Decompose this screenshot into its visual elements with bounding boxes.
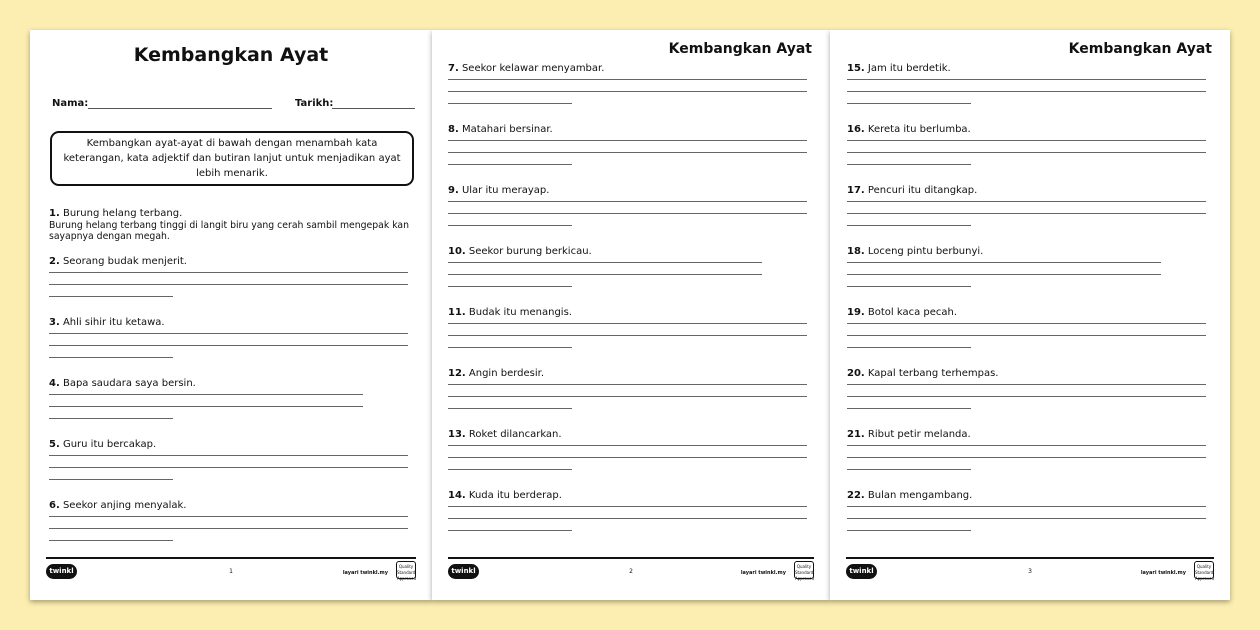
question-text: Botol kaca pecah. xyxy=(867,307,958,318)
twinkl-logo: twinkl xyxy=(448,564,479,579)
question-number: 5. xyxy=(49,439,60,450)
answer-line[interactable] xyxy=(448,286,572,287)
question-number: 4. xyxy=(49,378,60,389)
answer-line[interactable] xyxy=(448,201,807,202)
question-number: 8. xyxy=(448,124,459,135)
question-number: 19. xyxy=(847,307,865,318)
question-item xyxy=(49,439,156,450)
nama-field[interactable] xyxy=(88,108,272,109)
answer-line[interactable] xyxy=(847,213,1206,214)
question-number: 18. xyxy=(847,246,865,257)
answer-line[interactable] xyxy=(847,445,1206,446)
answer-line[interactable] xyxy=(847,408,971,409)
answer-line[interactable] xyxy=(448,335,807,336)
page-footer xyxy=(448,557,814,579)
question-item xyxy=(847,429,971,440)
question-text: Guru itu bercakap. xyxy=(62,439,157,450)
tarikh-label: Tarikh: xyxy=(295,98,334,109)
question-number: 21. xyxy=(847,429,865,440)
quality-badge-icon: Quality Standard Approved xyxy=(1194,561,1214,579)
twinkl-logo: twinkl xyxy=(46,564,77,579)
question-item xyxy=(847,185,977,196)
answer-line[interactable] xyxy=(49,467,408,468)
question-item xyxy=(448,307,572,318)
answer-line[interactable] xyxy=(49,406,363,407)
question-text: Kereta itu berlumba. xyxy=(867,124,971,135)
answer-line[interactable] xyxy=(847,384,1206,385)
question-text: Ular itu merayap. xyxy=(461,185,550,196)
question-number: 15. xyxy=(847,63,865,74)
answer-line[interactable] xyxy=(448,164,572,165)
answer-line[interactable] xyxy=(847,91,1206,92)
answer-line[interactable] xyxy=(847,396,1206,397)
answer-line[interactable] xyxy=(847,152,1206,153)
question-item xyxy=(847,307,957,318)
example-answer: Burung helang terbang tinggi di langit biru yang cerah sambil mengepak kan sayapnya dengan megah. xyxy=(49,220,410,242)
answer-line[interactable] xyxy=(448,408,572,409)
page-number: 2 xyxy=(629,568,633,575)
question-item xyxy=(448,368,544,379)
answer-line[interactable] xyxy=(448,396,807,397)
question-item xyxy=(49,317,165,328)
quality-badge-icon: Quality Standard Approved xyxy=(396,561,416,579)
question-text: Pencuri itu ditangkap. xyxy=(867,185,978,196)
answer-line[interactable] xyxy=(847,164,971,165)
answer-line[interactable] xyxy=(448,347,572,348)
question-text: Bulan mengambang. xyxy=(867,490,973,501)
footer-link[interactable]: layari twinkl.my xyxy=(342,570,388,576)
question-text: Matahari bersinar. xyxy=(461,124,553,135)
question-item xyxy=(847,368,998,379)
page-footer xyxy=(46,557,416,579)
answer-line[interactable] xyxy=(448,140,807,141)
answer-line[interactable] xyxy=(448,225,572,226)
answer-line[interactable] xyxy=(448,323,807,324)
answer-line[interactable] xyxy=(847,201,1206,202)
page-title: Kembangkan Ayat xyxy=(133,44,329,66)
question-text: Seorang budak menjerit. xyxy=(62,256,187,267)
worksheet-page-3 xyxy=(830,30,1230,600)
answer-line[interactable] xyxy=(448,469,572,470)
footer-link[interactable]: layari twinkl.my xyxy=(1140,570,1186,576)
answer-line[interactable] xyxy=(49,540,173,541)
question-item xyxy=(49,378,196,389)
answer-line[interactable] xyxy=(847,79,1206,80)
question-item xyxy=(448,63,604,74)
question-text: Jam itu berdetik. xyxy=(867,63,951,74)
question-number: 3. xyxy=(49,317,60,328)
answer-line[interactable] xyxy=(847,225,971,226)
twinkl-logo: twinkl xyxy=(846,564,877,579)
answer-line[interactable] xyxy=(49,528,408,529)
answer-line[interactable] xyxy=(448,103,572,104)
question-item xyxy=(847,490,972,501)
question-number: 14. xyxy=(448,490,466,501)
tarikh-field[interactable] xyxy=(332,108,415,109)
answer-line[interactable] xyxy=(847,335,1206,336)
nama-label: Nama: xyxy=(52,98,89,109)
question-text: Ahli sihir itu ketawa. xyxy=(62,317,165,328)
answer-line[interactable] xyxy=(847,506,1206,507)
page-title: Kembangkan Ayat xyxy=(1068,41,1212,57)
footer-link[interactable]: layari twinkl.my xyxy=(740,570,786,576)
answer-line[interactable] xyxy=(49,455,408,456)
question-number: 2. xyxy=(49,256,60,267)
answer-line[interactable] xyxy=(847,274,1161,275)
question-item xyxy=(847,63,951,74)
question-text: Kuda itu berderap. xyxy=(468,490,562,501)
question-text: Roket dilancarkan. xyxy=(468,429,562,440)
answer-line[interactable] xyxy=(448,91,807,92)
question-number: 12. xyxy=(448,368,466,379)
question-item xyxy=(847,124,971,135)
answer-line[interactable] xyxy=(448,445,807,446)
question-item xyxy=(448,185,549,196)
answer-line[interactable] xyxy=(847,457,1206,458)
question-number: 6. xyxy=(49,500,60,511)
question-number: 9. xyxy=(448,185,459,196)
question-item xyxy=(448,124,553,135)
question-text: Ribut petir melanda. xyxy=(867,429,971,440)
answer-line[interactable] xyxy=(847,140,1206,141)
answer-line[interactable] xyxy=(847,518,1206,519)
answer-line[interactable] xyxy=(847,347,971,348)
question-item xyxy=(847,246,983,257)
answer-line[interactable] xyxy=(49,479,173,480)
answer-line[interactable] xyxy=(448,384,807,385)
question-number: 16. xyxy=(847,124,865,135)
question-number: 17. xyxy=(847,185,865,196)
instruction-box: Kembangkan ayat-ayat di bawah dengan menambah kata keterangan, kata adjektif dan butiran lanjut untuk menjadikan ayat lebih menarik. xyxy=(50,131,414,186)
question-text: Budak itu menangis. xyxy=(468,307,572,318)
answer-line[interactable] xyxy=(49,284,408,285)
question-text: Kapal terbang terhempas. xyxy=(867,368,999,379)
question-text: Seekor kelawar menyambar. xyxy=(461,63,605,74)
page-number: 3 xyxy=(1028,568,1032,575)
answer-line[interactable] xyxy=(49,418,173,419)
answer-line[interactable] xyxy=(448,152,807,153)
question-item xyxy=(49,500,187,511)
quality-badge-icon: Quality Standard Approved xyxy=(794,561,814,579)
answer-line[interactable] xyxy=(448,274,762,275)
answer-line[interactable] xyxy=(847,323,1206,324)
question-text: Loceng pintu berbunyi. xyxy=(867,246,984,257)
answer-line[interactable] xyxy=(448,530,572,531)
question-number: 7. xyxy=(448,63,459,74)
answer-line[interactable] xyxy=(847,103,971,104)
answer-line[interactable] xyxy=(448,262,762,263)
question-number: 10. xyxy=(448,246,466,257)
question-text: Angin berdesir. xyxy=(468,368,545,379)
answer-line[interactable] xyxy=(847,530,971,531)
answer-line[interactable] xyxy=(448,518,807,519)
answer-line[interactable] xyxy=(49,394,363,395)
answer-line[interactable] xyxy=(49,516,408,517)
answer-line[interactable] xyxy=(49,272,408,273)
question-item xyxy=(448,490,562,501)
question-number: 20. xyxy=(847,368,865,379)
question-number: 22. xyxy=(847,490,865,501)
question-item xyxy=(49,256,187,267)
question-number: 11. xyxy=(448,307,466,318)
page-footer xyxy=(846,557,1214,579)
answer-line[interactable] xyxy=(847,286,971,287)
answer-line[interactable] xyxy=(448,213,807,214)
worksheet-page-1 xyxy=(30,30,432,600)
answer-line[interactable] xyxy=(49,333,408,334)
answer-line[interactable] xyxy=(448,79,807,80)
question-item xyxy=(448,246,592,257)
question-number: 13. xyxy=(448,429,466,440)
worksheet-page-2 xyxy=(432,30,830,600)
answer-line[interactable] xyxy=(49,357,173,358)
answer-line[interactable] xyxy=(448,457,807,458)
question-text: Bapa saudara saya bersin. xyxy=(62,378,196,389)
question-text: Burung helang terbang. xyxy=(62,208,183,219)
answer-line[interactable] xyxy=(49,345,408,346)
example-question xyxy=(49,208,182,219)
question-item xyxy=(448,429,562,440)
answer-line[interactable] xyxy=(847,262,1161,263)
answer-line[interactable] xyxy=(847,469,971,470)
answer-line[interactable] xyxy=(49,296,173,297)
answer-line[interactable] xyxy=(448,506,807,507)
question-text: Seekor anjing menyalak. xyxy=(62,500,187,511)
page-number: 1 xyxy=(229,568,233,575)
question-text: Seekor burung berkicau. xyxy=(468,246,592,257)
page-title: Kembangkan Ayat xyxy=(668,41,812,57)
question-number: 1. xyxy=(49,208,60,219)
